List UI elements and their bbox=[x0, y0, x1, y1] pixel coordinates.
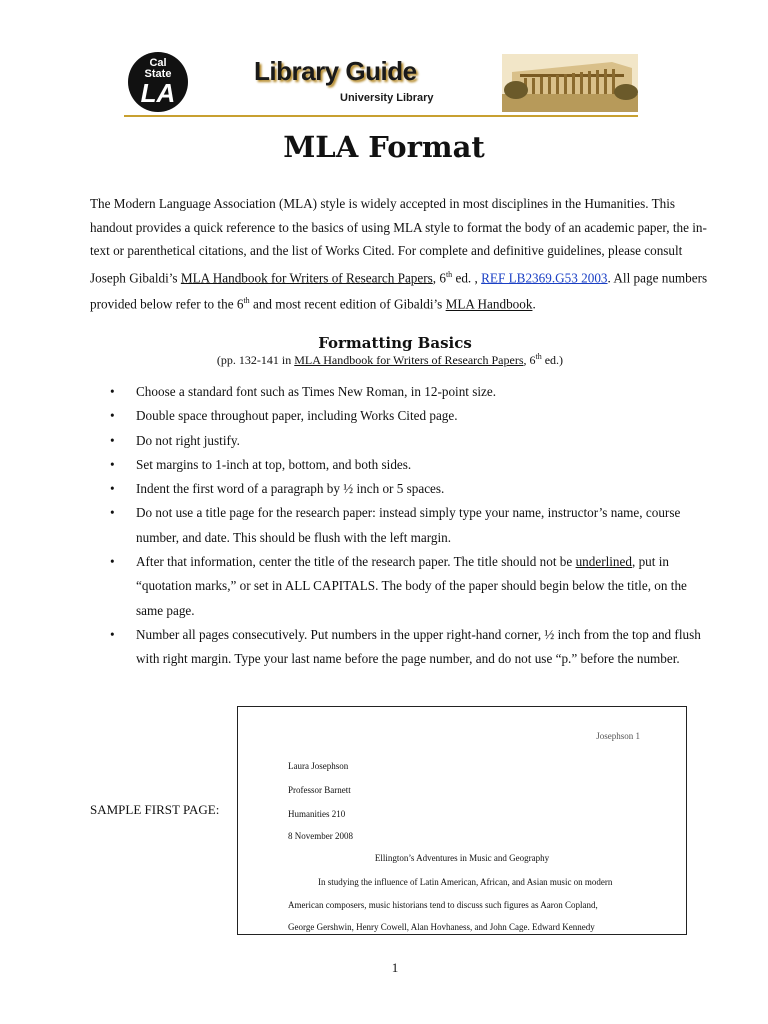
intro-text-6: . bbox=[532, 296, 536, 312]
sub-post: ed.) bbox=[541, 353, 564, 367]
intro-sup-1: th bbox=[445, 269, 453, 279]
bullet-text-post: , put in “quotation marks,” or set in ALL CAPITALS. The body of the paper should begin below the title, on the same page. bbox=[136, 554, 687, 618]
library-building-image bbox=[502, 54, 638, 112]
sample-first-page bbox=[237, 706, 687, 935]
bullet-text: Do not right justify. bbox=[136, 432, 240, 448]
sample-page-header: Josephson 1 bbox=[596, 731, 640, 741]
library-guide-header bbox=[124, 48, 638, 118]
section-subheading bbox=[0, 352, 768, 368]
intro-paragraph bbox=[90, 192, 710, 316]
handbook-title: MLA Handbook for Writers of Research Papers bbox=[180, 269, 433, 285]
list-item bbox=[110, 501, 710, 550]
sample-professor: Professor Barnett bbox=[288, 785, 351, 795]
list-item bbox=[110, 380, 710, 404]
bullet-icon: • bbox=[110, 554, 115, 570]
header-divider bbox=[124, 115, 638, 117]
bullet-icon: • bbox=[110, 481, 115, 497]
bullet-text-underlined: underlined bbox=[575, 554, 632, 570]
intro-sup-2: th bbox=[243, 296, 250, 306]
sample-paper-title: Ellington’s Adventures in Music and Geography bbox=[374, 853, 550, 863]
bullet-icon: • bbox=[110, 384, 115, 399]
intro-text-2: , 6 bbox=[432, 269, 446, 285]
sample-body-line-1: In studying the influence of Latin American, African, and Asian music on modern bbox=[318, 877, 613, 887]
section-heading: Formatting Basics bbox=[318, 334, 472, 352]
page-title: MLA Format bbox=[283, 130, 485, 164]
formatting-bullet-list bbox=[110, 380, 710, 672]
sample-course: Humanities 210 bbox=[288, 809, 346, 819]
sub-mid: , 6 bbox=[523, 353, 536, 367]
list-item bbox=[110, 404, 710, 428]
logo-line-2: State bbox=[144, 68, 172, 80]
bullet-text: Set margins to 1-inch at top, bottom, and both sides. bbox=[136, 456, 412, 472]
intro-text-4: . All page numbers provided below refer to the 6 bbox=[90, 269, 708, 312]
logo-line-3: LA bbox=[140, 78, 176, 108]
bullet-text: Do not use a title page for the research paper: instead simply type your name, instructor’s name, course number, and date. This should be flush with the left margin. bbox=[136, 505, 681, 545]
university-library-subtitle: University Library bbox=[340, 92, 434, 104]
library-guide-title: Library Guide bbox=[254, 56, 417, 86]
intro-text-3: ed. , bbox=[452, 269, 482, 285]
sub-book: MLA Handbook for Writers of Research Papers bbox=[294, 353, 524, 367]
logo-line-1: Cal bbox=[149, 57, 167, 69]
list-item bbox=[110, 477, 710, 501]
bullet-text: Number all pages consecutively. Put numbers in the upper right-hand corner, ½ inch from the top and flush with right margin. Type your last name before the page number, and do not use “p.” before the number. bbox=[136, 626, 701, 667]
bullet-text: Double space throughout paper, including Works Cited page. bbox=[136, 408, 458, 424]
page-number: 1 bbox=[391, 960, 399, 975]
list-item bbox=[110, 429, 710, 453]
bullet-icon: • bbox=[110, 456, 115, 472]
handbook-short-title: MLA Handbook bbox=[445, 296, 533, 312]
call-number-link[interactable]: REF LB2369.G53 2003 bbox=[481, 269, 608, 285]
sub-sup: th bbox=[535, 352, 542, 361]
sample-student-name: Laura Josephson bbox=[288, 761, 349, 771]
list-item bbox=[110, 550, 710, 623]
bullet-icon: • bbox=[110, 432, 115, 448]
intro-text-5: and most recent edition of Gibaldi’s bbox=[249, 296, 446, 312]
sample-date: 8 November 2008 bbox=[288, 831, 353, 841]
bullet-text-pre: After that information, center the title of the research paper. The title should not be bbox=[136, 554, 576, 570]
list-item bbox=[110, 623, 710, 672]
sample-first-page-label: SAMPLE FIRST PAGE: bbox=[90, 802, 220, 817]
bullet-text: Indent the first word of a paragraph by ½ inch or 5 spaces. bbox=[136, 481, 445, 497]
cal-state-la-logo bbox=[128, 52, 188, 112]
sub-pre: (pp. 132-141 in bbox=[216, 353, 295, 367]
bullet-icon: • bbox=[110, 626, 115, 642]
intro-text-1: The Modern Language Association (MLA) style is widely accepted in most disciplines in the Humanities. This handout provides a quick reference to the basics of using MLA style to format the body of an academic paper, the in-text or parenthetical citations, and the list of Works Cited. For complete and definitive guidelines, please consult Joseph Gibaldi’s bbox=[90, 196, 707, 285]
bullet-icon: • bbox=[110, 408, 115, 424]
sample-body-line-3: George Gershwin, Henry Cowell, Alan Hovhaness, and John Cage. Edward Kennedy bbox=[288, 922, 595, 932]
list-item bbox=[110, 453, 710, 477]
sample-body-line-2: American composers, music historians tend to discuss such figures as Aaron Copland, bbox=[288, 900, 598, 910]
bullet-icon: • bbox=[110, 505, 115, 521]
bullet-text: Choose a standard font such as Times New Roman, in 12-point size. bbox=[136, 384, 497, 399]
